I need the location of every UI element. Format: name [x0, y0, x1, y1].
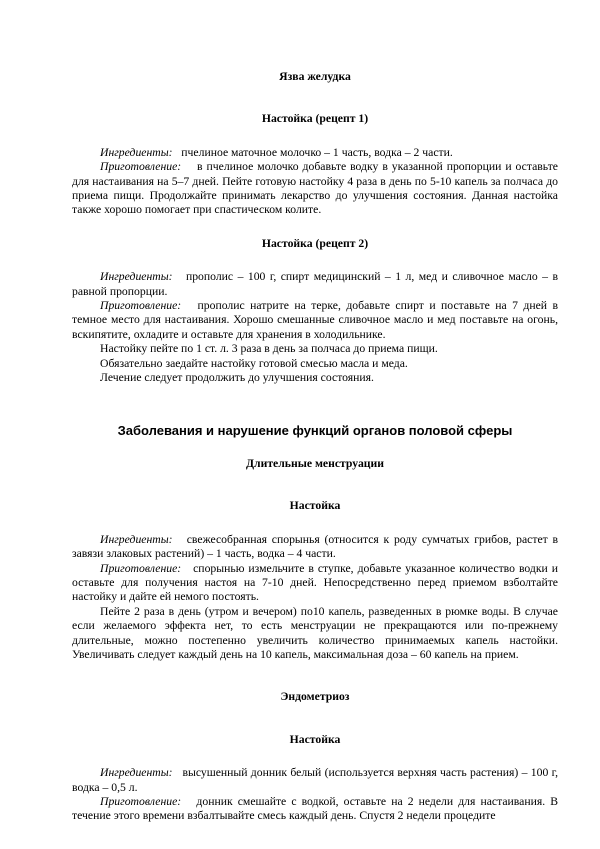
- preparation-text: в пчелиное молочко добавьте водку в указанной пропорции и оставьте для настаивания на 5–7 дней. Пейте готовую настойку 4 раза в день по 5-10 капель за полчаса до приема пищи. Продолжайте принимать лекарство до улучшения состояния. Данная настойка также хорошо помогает при спастическом колите.: [72, 160, 558, 217]
- preparation-label: Приготовление:: [100, 795, 182, 808]
- recipe2-note1: Настойку пейте по 1 ст. л. 3 раза в день за полчаса до приема пищи.: [100, 342, 438, 356]
- preparation-text: донник смешайте с водкой, оставьте на 2 недели для настаивания. В течение этого времени взбалтывайте смесь каждый день. Спустя 2 недели процедите: [72, 795, 558, 823]
- ingredients-label: Ингредиенты:: [100, 145, 173, 159]
- ingredients-label: Ингредиенты:: [100, 532, 173, 546]
- preparation-text: прополис натрите на терке, добавьте спирт и поставьте на 7 дней в темное место для настаивания. Хорошо смешанные сливочное масло и мед поставьте на огонь, вскипятите, охладите и оставьте для хранения в холодильнике.: [72, 299, 558, 341]
- recipe2-note2: Обязательно заедайте настойку готовой смесью масла и меда.: [100, 356, 408, 370]
- heading-endometriosis: Эндометриоз: [280, 690, 350, 704]
- recipe4-ingredients: [72, 766, 558, 795]
- recipe4-title: Настойка: [289, 732, 341, 746]
- recipe2-ingredients: [72, 270, 558, 299]
- preparation-label: Приготовление:: [100, 561, 182, 575]
- preparation-text: спорынью измельчите в ступке, добавьте указанное количество водки и оставьте для получения настоя на 7-10 дней. Непосредственно перед приемом взболтайте настойку и дайте ей немого постоять.: [72, 561, 558, 604]
- recipe1-preparation: [72, 160, 558, 218]
- heading-reproductive-disorders: Заболевания и нарушение функций органов половой сферы: [117, 422, 513, 438]
- recipe3-ingredients: [72, 533, 558, 562]
- ingredients-text: свежесобранная спорынья (относится к роду сумчатых грибов, растет в завязи злаковых растений) – 1 часть, водка – 4 части.: [72, 532, 558, 561]
- recipe1-ingredients: [72, 146, 558, 160]
- ingredients-text: высушенный донник белый (используется верхняя часть растения) – 100 г, водка – 0,5 л.: [72, 766, 558, 794]
- recipe2-title: Настойка (рецепт 2): [261, 236, 369, 250]
- preparation-label: Приготовление:: [100, 299, 182, 313]
- heading-long-menstruation: Длительные менструации: [245, 456, 384, 470]
- ingredients-text: прополис – 100 г, спирт медицинский – 1 л, мед и сливочное масло – в равной пропорции.: [72, 270, 559, 298]
- recipe4-preparation: [72, 795, 558, 824]
- recipe2-preparation: [72, 299, 558, 342]
- ingredients-text: пчелиное маточное молочко – 1 часть, водка – 2 части.: [181, 145, 453, 159]
- recipe2-note3: Лечение следует продолжить до улучшения состояния.: [100, 371, 374, 385]
- recipe1-title: Настойка (рецепт 1): [261, 112, 369, 126]
- recipe3-preparation: [72, 562, 558, 605]
- heading-stomach-ulcer: Язва желудка: [279, 70, 351, 83]
- ingredients-label: Ингредиенты:: [100, 766, 173, 780]
- recipe3-title: Настойка: [289, 499, 341, 513]
- ingredients-label: Ингредиенты:: [100, 270, 173, 284]
- document-page: [72, 0, 558, 824]
- preparation-label: Приготовление:: [100, 160, 182, 174]
- recipe3-note1: Пейте 2 раза в день (утром и вечером) по10 капель, разведенных в рюмке воды. В случае если желаемого эффекта нет, то есть менструации не прекращаются или по-прежнему длительные, можно постепенно увеличить количество принимаемых капель настойки. Увеличивать следует каждый день на 10 капель, максимальная доза – 60 капель на прием.: [72, 604, 558, 661]
